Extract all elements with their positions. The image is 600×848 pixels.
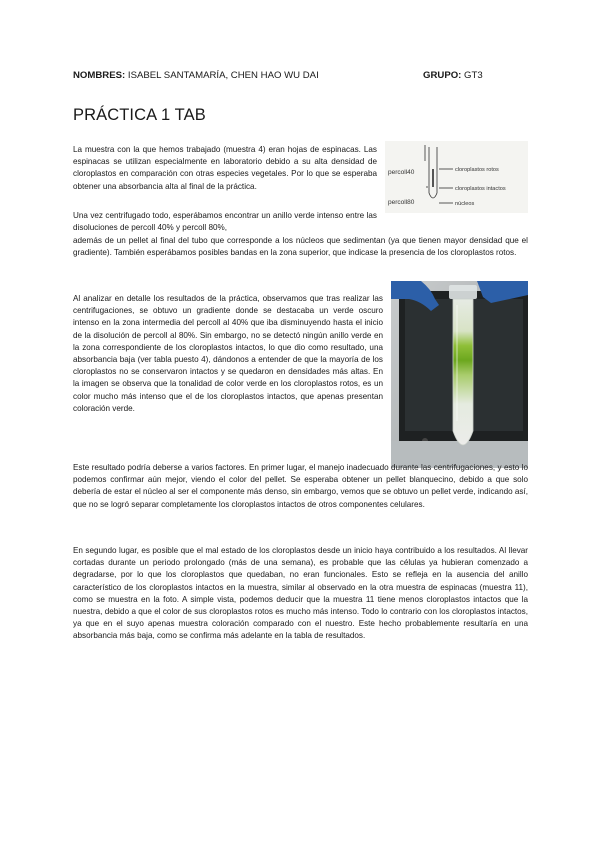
label-percoll80: percoll80 (388, 199, 415, 206)
label-intact: cloroplastos intactos (455, 186, 506, 192)
document-header (73, 70, 533, 81)
paragraph-4: Este resultado podría deberse a varios factores. En primer lugar, el manejo inadecuado durante las centrifugaciones, y esto lo podemos confirmar aún mejor, viendo el color del pellet. Se esperaba obtener un pellet blanquecino, debido a que solo debería de estar el núcleo al ser el componente más denso, sin embargo, vemos que se obtuvo un pellet verde, indicando así, que no se logró separar completamente los cloroplastos intactos de otros componentes celulares. (73, 463, 528, 509)
tube-diagram (385, 141, 528, 213)
label-percoll40: percoll40 (388, 169, 415, 176)
page-title: PRÁCTICA 1 TAB (73, 106, 206, 124)
group-label: GRUPO: (423, 70, 462, 81)
group-field (423, 70, 483, 81)
paragraph-2b: además de un pellet al final del tubo que corresponde a los núcleos que sedimentan (ya que tienen mayor densidad que el gradiente). También esperábamos posibles bandas en la zona superior, que indicase la presencia de los cloroplastos rotos. (73, 236, 528, 258)
group-value: GT3 (464, 70, 483, 81)
names-value: ISABEL SANTAMARÍA, CHEN HAO WU DAI (127, 70, 319, 81)
label-nuclei: núcleos (455, 201, 475, 207)
paragraph-1: La muestra con la que hemos trabajado (muestra 4) eran hojas de espinacas. Las espinacas se utilizan especialmente en laboratorio debido a su alta densidad de cloroplastos en comparación con otras especies vegetales. Por lo que se esperaba obtener una absorbancia alta al final de la práctica. (73, 145, 377, 191)
gradient-sketch (385, 141, 528, 213)
paragraph-3: Al analizar en detalle los resultados de la práctica, observamos que tras realizar las centrifugaciones, se obtuvo un gradiente donde se destacaba un verde oscuro intenso en la zona intermedia del percoll al 40% que iba disminuyendo hasta el inicio de la disolución de percoll al 80%. Sin embargo, no se detectó ningún anillo verde en la zona correspondiente de los cloroplastos intactos, lo que dio como resultado, una absorbancia baja (ver tabla puesto 4), dándonos a entender de que la mayoría de los cloroplastos no se conservaron intactos y se quedaron en densidades más altas. En la imagen se observa que la tonalidad de color verde en los cloroplastos rotos, es un color mucho más intenso que el de los cloroplastos intactos, que apenas presentan coloración verde. (73, 294, 383, 413)
paragraph-2a: Una vez centrifugado todo, esperábamos encontrar un anillo verde intenso entre las disoluciones de percoll 40% y percoll 80%, (73, 211, 377, 233)
tube-photo-drawing (391, 281, 528, 468)
label-broken: cloroplastos rotos (455, 167, 499, 173)
names-label: NOMBRES: (73, 70, 126, 81)
tube-photo (391, 281, 528, 468)
paragraph-5: En segundo lugar, es posible que el mal estado de los cloroplastos desde un inicio haya contribuido a los resultados. Al llevar cortadas durante un periodo prolongado (más de una semana), es probable que las células ya hubieran comenzado a degradarse, por lo que los cloroplastos que quedaban, no eran funcionales. Esto se refleja en la ausencia del anillo característico de los cloroplastos intactos en la muestra, similar al observado en la otra muestra de espinacas (muestra 11), como se muestra en la foto. A simple vista, podemos deducir que la muestra 11 tiene menos cloroplastos intactos que la nuestra, debido a que el color de sus cloroplastos rotos es mucho más intenso. Todo lo contrario con los cloroplastos intactos, ya que en el suyo apenas muestra coloración comparado con el nuestro. Este hecho probablemente resultaría en una absorbancia más baja, como se confirma más adelante en la tabla de resultados. (73, 546, 528, 641)
